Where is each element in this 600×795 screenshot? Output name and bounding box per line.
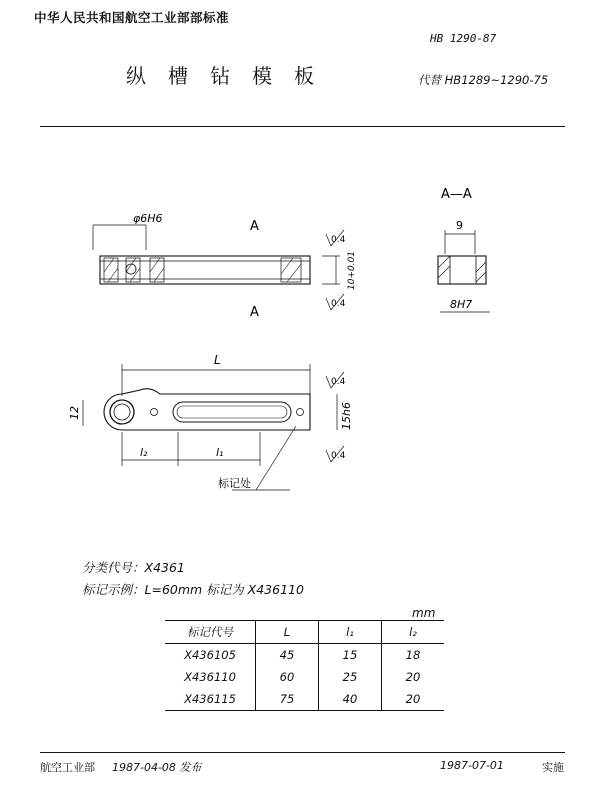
footer-rule bbox=[40, 752, 565, 753]
table-cell: X436105 bbox=[184, 648, 236, 662]
section-mark-top: A bbox=[250, 219, 259, 234]
document-title: 纵槽钻模板 bbox=[126, 64, 336, 88]
section-fit-label: 8H7 bbox=[450, 298, 473, 311]
table-cell: 15 bbox=[319, 644, 382, 667]
col-header: l₁ bbox=[319, 621, 382, 644]
roughness-top-view-bottom: 0.4 bbox=[331, 451, 346, 461]
table-cell: 18 bbox=[382, 644, 445, 667]
table-row bbox=[165, 688, 444, 711]
table-cell: 45 bbox=[256, 644, 319, 667]
footer-implement: 实施 bbox=[542, 761, 564, 774]
class-code: 分类代号：X4361 bbox=[82, 560, 185, 575]
roughness-bottom: 0.4 bbox=[331, 299, 346, 309]
section-outline bbox=[438, 256, 486, 284]
footer-effective: 1987-07-01 bbox=[440, 759, 504, 772]
dim-15h6: 15h6 bbox=[340, 402, 353, 430]
footer-issued: 1987-04-08 发布 bbox=[112, 761, 202, 774]
top-view bbox=[83, 364, 344, 490]
hole-fit-label: φ6H6 bbox=[133, 212, 163, 225]
table-cell: 20 bbox=[382, 666, 445, 688]
thickness-tolerance: 10+0.01 bbox=[347, 250, 357, 290]
section-width-label: 9 bbox=[456, 219, 463, 232]
table-cell: 20 bbox=[382, 688, 445, 711]
top-view-outline bbox=[104, 389, 310, 430]
dim-12: 12 bbox=[68, 406, 81, 420]
table-header-row bbox=[165, 621, 444, 644]
table-row bbox=[165, 644, 444, 667]
technical-drawing bbox=[0, 150, 600, 550]
section-mark-bottom: A bbox=[250, 305, 259, 320]
dim-l1: l₁ bbox=[216, 446, 224, 459]
col-header: L bbox=[256, 621, 319, 644]
dim-l2: l₂ bbox=[140, 446, 148, 459]
table-cell: 60 bbox=[256, 666, 319, 688]
table-cell: X436110 bbox=[184, 670, 236, 684]
table-unit: mm bbox=[412, 606, 436, 620]
col-header: 标记代号 bbox=[165, 621, 256, 644]
replaces-note: 代替 HB1289~1290-75 bbox=[418, 73, 549, 87]
table-row bbox=[165, 666, 444, 688]
col-header: l₂ bbox=[382, 621, 445, 644]
footer-publisher: 航空工业部 bbox=[40, 761, 95, 774]
standard-number: HB 1290-87 bbox=[430, 32, 497, 45]
table-cell: 75 bbox=[256, 688, 319, 711]
roughness-top: 0.4 bbox=[331, 235, 346, 245]
roughness-top-view: 0.4 bbox=[331, 377, 346, 387]
issuing-authority: 中华人民共和国航空工业部部标准 bbox=[34, 10, 230, 25]
dim-L: L bbox=[214, 353, 221, 367]
marking-example: 标记示例：L=60mm 标记为 X436110 bbox=[82, 582, 304, 597]
marking-note: 标记处 bbox=[218, 477, 251, 490]
size-table bbox=[165, 620, 444, 711]
section-title: A—A bbox=[441, 187, 472, 202]
table-cell: 25 bbox=[319, 666, 382, 688]
header-rule bbox=[40, 126, 565, 127]
table-cell: X436115 bbox=[165, 688, 256, 711]
table-cell: 40 bbox=[319, 688, 382, 711]
side-view bbox=[93, 225, 344, 310]
